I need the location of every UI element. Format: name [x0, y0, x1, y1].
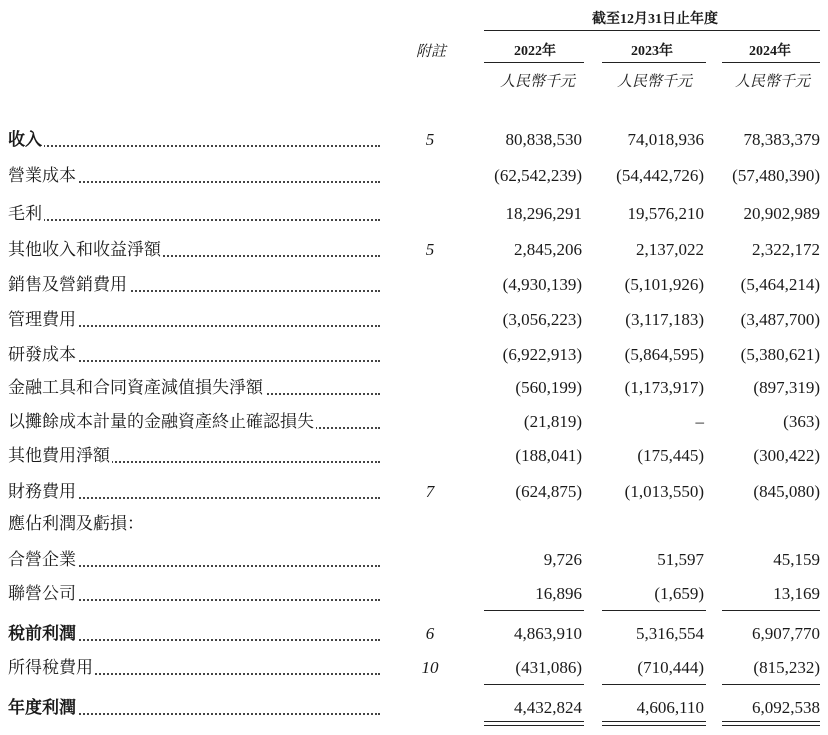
statement-row	[0, 238, 828, 262]
value-2023: 5,316,554	[636, 624, 704, 643]
subtotal-rule-2022	[484, 610, 584, 611]
statement-row	[0, 376, 828, 400]
statement-row	[0, 128, 828, 152]
value-2022: (560,199)	[515, 378, 582, 397]
row-note: 6	[425, 624, 435, 643]
value-2023: (1,013,550)	[624, 482, 704, 501]
statement-row	[0, 696, 828, 720]
statement-row	[0, 308, 828, 332]
value-2022: 16,896	[535, 584, 582, 603]
value-2024: 45,159	[773, 550, 820, 569]
value-2024: (363)	[783, 412, 820, 431]
statement-row	[0, 512, 828, 536]
value-2024: (5,464,214)	[740, 275, 820, 294]
total-double-rule-bottom-2024	[722, 725, 820, 726]
total-double-rule-bottom-2023	[602, 725, 706, 726]
row-label-cell	[8, 308, 380, 332]
value-2022: (3,056,223)	[502, 310, 582, 329]
value-2022: (6,922,913)	[502, 345, 582, 364]
value-2024: (815,232)	[753, 658, 820, 677]
unit-label-2023: 人民幣千元	[617, 74, 693, 90]
row-label: 以攤餘成本計量的金融資產終止確認損失	[8, 412, 314, 431]
year-header-2022: 2022年	[514, 44, 556, 59]
row-label: 其他費用淨額	[8, 446, 110, 465]
value-2024: (57,480,390)	[732, 166, 820, 185]
pretax-rule-2023	[602, 684, 706, 685]
row-note: 10	[421, 658, 439, 677]
value-2023: (1,659)	[654, 584, 704, 603]
unit-label-2024: 人民幣千元	[735, 74, 811, 90]
row-label-cell	[8, 480, 380, 504]
value-2023: 19,576,210	[627, 204, 704, 223]
row-label: 營業成本	[8, 166, 76, 185]
year-header-2023: 2023年	[631, 44, 673, 59]
row-label: 應佔利潤及虧損：	[8, 514, 144, 533]
row-label-cell	[8, 238, 380, 262]
year-header-rule-2023	[602, 62, 706, 63]
row-label: 銷售及營銷費用	[8, 275, 127, 294]
total-double-rule-top-2023	[602, 721, 706, 722]
row-label: 年度利潤	[8, 698, 76, 717]
total-double-rule-top-2022	[484, 721, 584, 722]
value-2023: (5,101,926)	[624, 275, 704, 294]
value-2022: (4,930,139)	[502, 275, 582, 294]
note-column-header: 附註	[416, 44, 447, 60]
value-2023: –	[695, 412, 704, 431]
total-double-rule-bottom-2022	[484, 725, 584, 726]
value-2024: (897,319)	[753, 378, 820, 397]
statement-row	[0, 444, 828, 468]
value-2024: (845,080)	[753, 482, 820, 501]
row-label-cell	[8, 582, 380, 606]
row-note: 7	[425, 482, 435, 501]
row-label-cell	[8, 343, 380, 367]
value-2023: (175,445)	[637, 446, 704, 465]
row-label-cell	[8, 696, 380, 720]
period-title-rule	[484, 30, 820, 31]
row-note: 5	[425, 240, 435, 259]
leader-dots	[8, 219, 380, 221]
statement-row	[0, 480, 828, 504]
row-label: 研發成本	[8, 345, 76, 364]
row-label-cell	[8, 512, 380, 536]
row-label: 聯營公司	[8, 584, 76, 603]
row-label-cell	[8, 656, 380, 680]
value-2024: 2,322,172	[752, 240, 820, 259]
value-2024: (5,380,621)	[740, 345, 820, 364]
value-2023: (3,117,183)	[625, 310, 704, 329]
row-label: 稅前利潤	[8, 624, 76, 643]
year-header-rule-2022	[484, 62, 584, 63]
leader-dots	[8, 145, 380, 147]
row-label-cell	[8, 202, 380, 226]
value-2022: 18,296,291	[505, 204, 582, 223]
pretax-rule-2022	[484, 684, 584, 685]
statement-row	[0, 622, 828, 646]
row-label: 所得稅費用	[8, 658, 93, 677]
value-2022: (431,086)	[515, 658, 582, 677]
value-2024: 6,092,538	[752, 698, 820, 717]
row-label: 合營企業	[8, 550, 76, 569]
value-2022: (624,875)	[515, 482, 582, 501]
statement-row	[0, 656, 828, 680]
row-label-cell	[8, 410, 380, 434]
statement-row	[0, 164, 828, 188]
value-2023: 2,137,022	[636, 240, 704, 259]
statement-row	[0, 343, 828, 367]
row-label-cell	[8, 128, 380, 152]
value-2024: (3,487,700)	[740, 310, 820, 329]
value-2023: 74,018,936	[627, 130, 704, 149]
row-label-cell	[8, 273, 380, 297]
value-2022: (188,041)	[515, 446, 582, 465]
value-2024: 20,902,989	[743, 204, 820, 223]
statement-row	[0, 202, 828, 226]
statement-row	[0, 273, 828, 297]
value-2023: 51,597	[657, 550, 704, 569]
row-note: 5	[425, 130, 435, 149]
total-double-rule-top-2024	[722, 721, 820, 722]
year-header-2024: 2024年	[749, 44, 791, 59]
unit-label-2022: 人民幣千元	[500, 74, 576, 90]
row-label-cell	[8, 376, 380, 400]
row-label: 毛利	[8, 204, 42, 223]
value-2022: 2,845,206	[514, 240, 582, 259]
value-2022: (62,542,239)	[494, 166, 582, 185]
row-label: 財務費用	[8, 482, 76, 501]
pretax-rule-2024	[722, 684, 820, 685]
row-label: 金融工具和合同資產減值損失淨額	[8, 378, 263, 397]
value-2024: (300,422)	[753, 446, 820, 465]
value-2022: 4,863,910	[514, 624, 582, 643]
subtotal-rule-2024	[722, 610, 820, 611]
value-2023: 4,606,110	[636, 698, 704, 717]
statement-row	[0, 548, 828, 572]
value-2022: 9,726	[543, 550, 582, 569]
value-2023: (1,173,917)	[624, 378, 704, 397]
value-2024: 6,907,770	[752, 624, 820, 643]
value-2022: 4,432,824	[514, 698, 582, 717]
statement-row	[0, 410, 828, 434]
value-2023: (54,442,726)	[616, 166, 704, 185]
year-header-rule-2024	[722, 62, 820, 63]
value-2023: (5,864,595)	[624, 345, 704, 364]
row-label: 其他收入和收益淨額	[8, 240, 161, 259]
value-2024: 78,383,379	[743, 130, 820, 149]
row-label-cell	[8, 622, 380, 646]
statement-row	[0, 582, 828, 606]
value-2023: (710,444)	[637, 658, 704, 677]
value-2024: 13,169	[773, 584, 820, 603]
row-label-cell	[8, 548, 380, 572]
value-2022: (21,819)	[523, 412, 582, 431]
row-label-cell	[8, 164, 380, 188]
value-2022: 80,838,530	[505, 130, 582, 149]
row-label: 管理費用	[8, 310, 76, 329]
subtotal-rule-2023	[602, 610, 706, 611]
row-label-cell	[8, 444, 380, 468]
period-title: 截至12月31日止年度	[592, 12, 718, 27]
row-label: 收入	[8, 130, 42, 149]
